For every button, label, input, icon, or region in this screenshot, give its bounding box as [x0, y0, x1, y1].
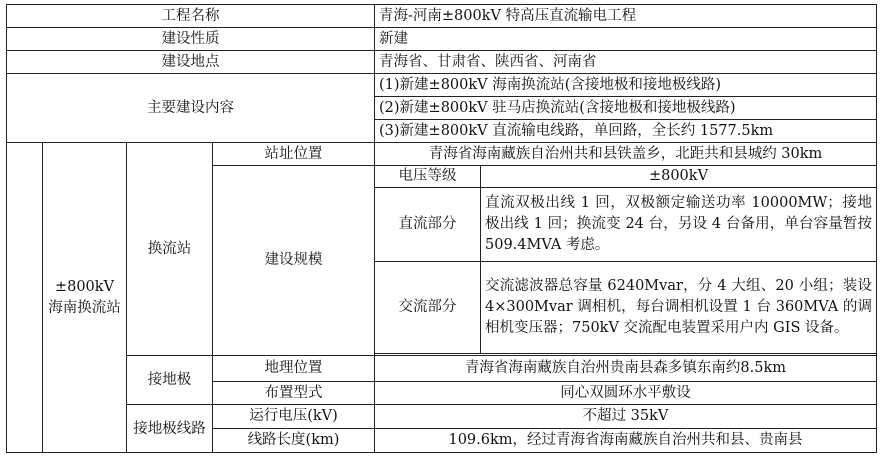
project-spec-table	[6, 4, 877, 453]
value-line-length: 109.6km，经过青海省海南藏族自治州共和县、贵南县	[375, 429, 877, 453]
content-item-2: (2)新建±800kV 驻马店换流站(含接地极和接地极线路)	[375, 97, 877, 120]
label-dc: 直流部分	[375, 188, 481, 262]
label-electrode: 接地极	[127, 356, 213, 405]
label-line-voltage: 运行电压(kV)	[213, 405, 375, 429]
label-electrode-line: 接地极线路	[127, 405, 213, 453]
value-project-name: 青海-河南±800kV 特高压直流输电工程	[375, 5, 877, 28]
label-location: 建设地点	[7, 51, 375, 74]
value-dc: 直流双极出线 1 回，双极额定输送功率 10000MW；接地极出线 1 回；换流变 24 台，另设 4 台备用，单台容量暂按 509.4MVA 考虑。	[481, 188, 877, 262]
label-project-name: 工程名称	[7, 5, 375, 28]
label-ac: 交流部分	[375, 262, 481, 354]
value-site: 青海省海南藏族自治州共和县铁盖乡，北距共和县城约 30km	[375, 143, 877, 166]
label-converter: 换流站	[127, 143, 213, 356]
label-scale: 建设规模	[213, 166, 375, 356]
row-location	[7, 51, 877, 74]
content-item-3: (3)新建±800kV 直流输电线路，单回路，全长约 1577.5km	[375, 120, 877, 143]
value-voltage-level: ±800kV	[481, 166, 877, 188]
label-station: ±800kV 海南换流站	[43, 143, 127, 453]
label-geo: 地理位置	[213, 356, 375, 382]
value-geo: 青海省海南藏族自治州贵南县森多镇东南约8.5km	[375, 356, 877, 382]
value-layout: 同心双圆环水平敷设	[375, 382, 877, 405]
blank-cell	[7, 143, 43, 453]
row-project-name	[7, 5, 877, 28]
label-nature: 建设性质	[7, 28, 375, 51]
value-location: 青海省、甘肃省、陕西省、河南省	[375, 51, 877, 74]
row-line-voltage	[7, 405, 877, 429]
label-content: 主要建设内容	[7, 74, 375, 143]
value-line-voltage: 不超过 35kV	[375, 405, 877, 429]
value-ac: 交流滤波器总容量 6240Mvar，分 4 大组、20 小组；装设 4×300Mvar 调相机，每台调相机设置 1 台 360MVA 的调相机变压器；750kV 交流配电装置采用户内 GIS 设备。	[481, 262, 877, 354]
label-site: 站址位置	[213, 143, 375, 166]
row-nature	[7, 28, 877, 51]
content-item-1: (1)新建±800kV 海南换流站(含接地极和接地极线路)	[375, 74, 877, 97]
value-nature: 新建	[375, 28, 877, 51]
label-layout: 布置型式	[213, 382, 375, 405]
label-voltage-level: 电压等级	[375, 166, 481, 188]
label-line-length: 线路长度(km)	[213, 429, 375, 453]
row-site	[7, 143, 877, 166]
row-geo	[7, 356, 877, 382]
row-content-1	[7, 74, 877, 97]
